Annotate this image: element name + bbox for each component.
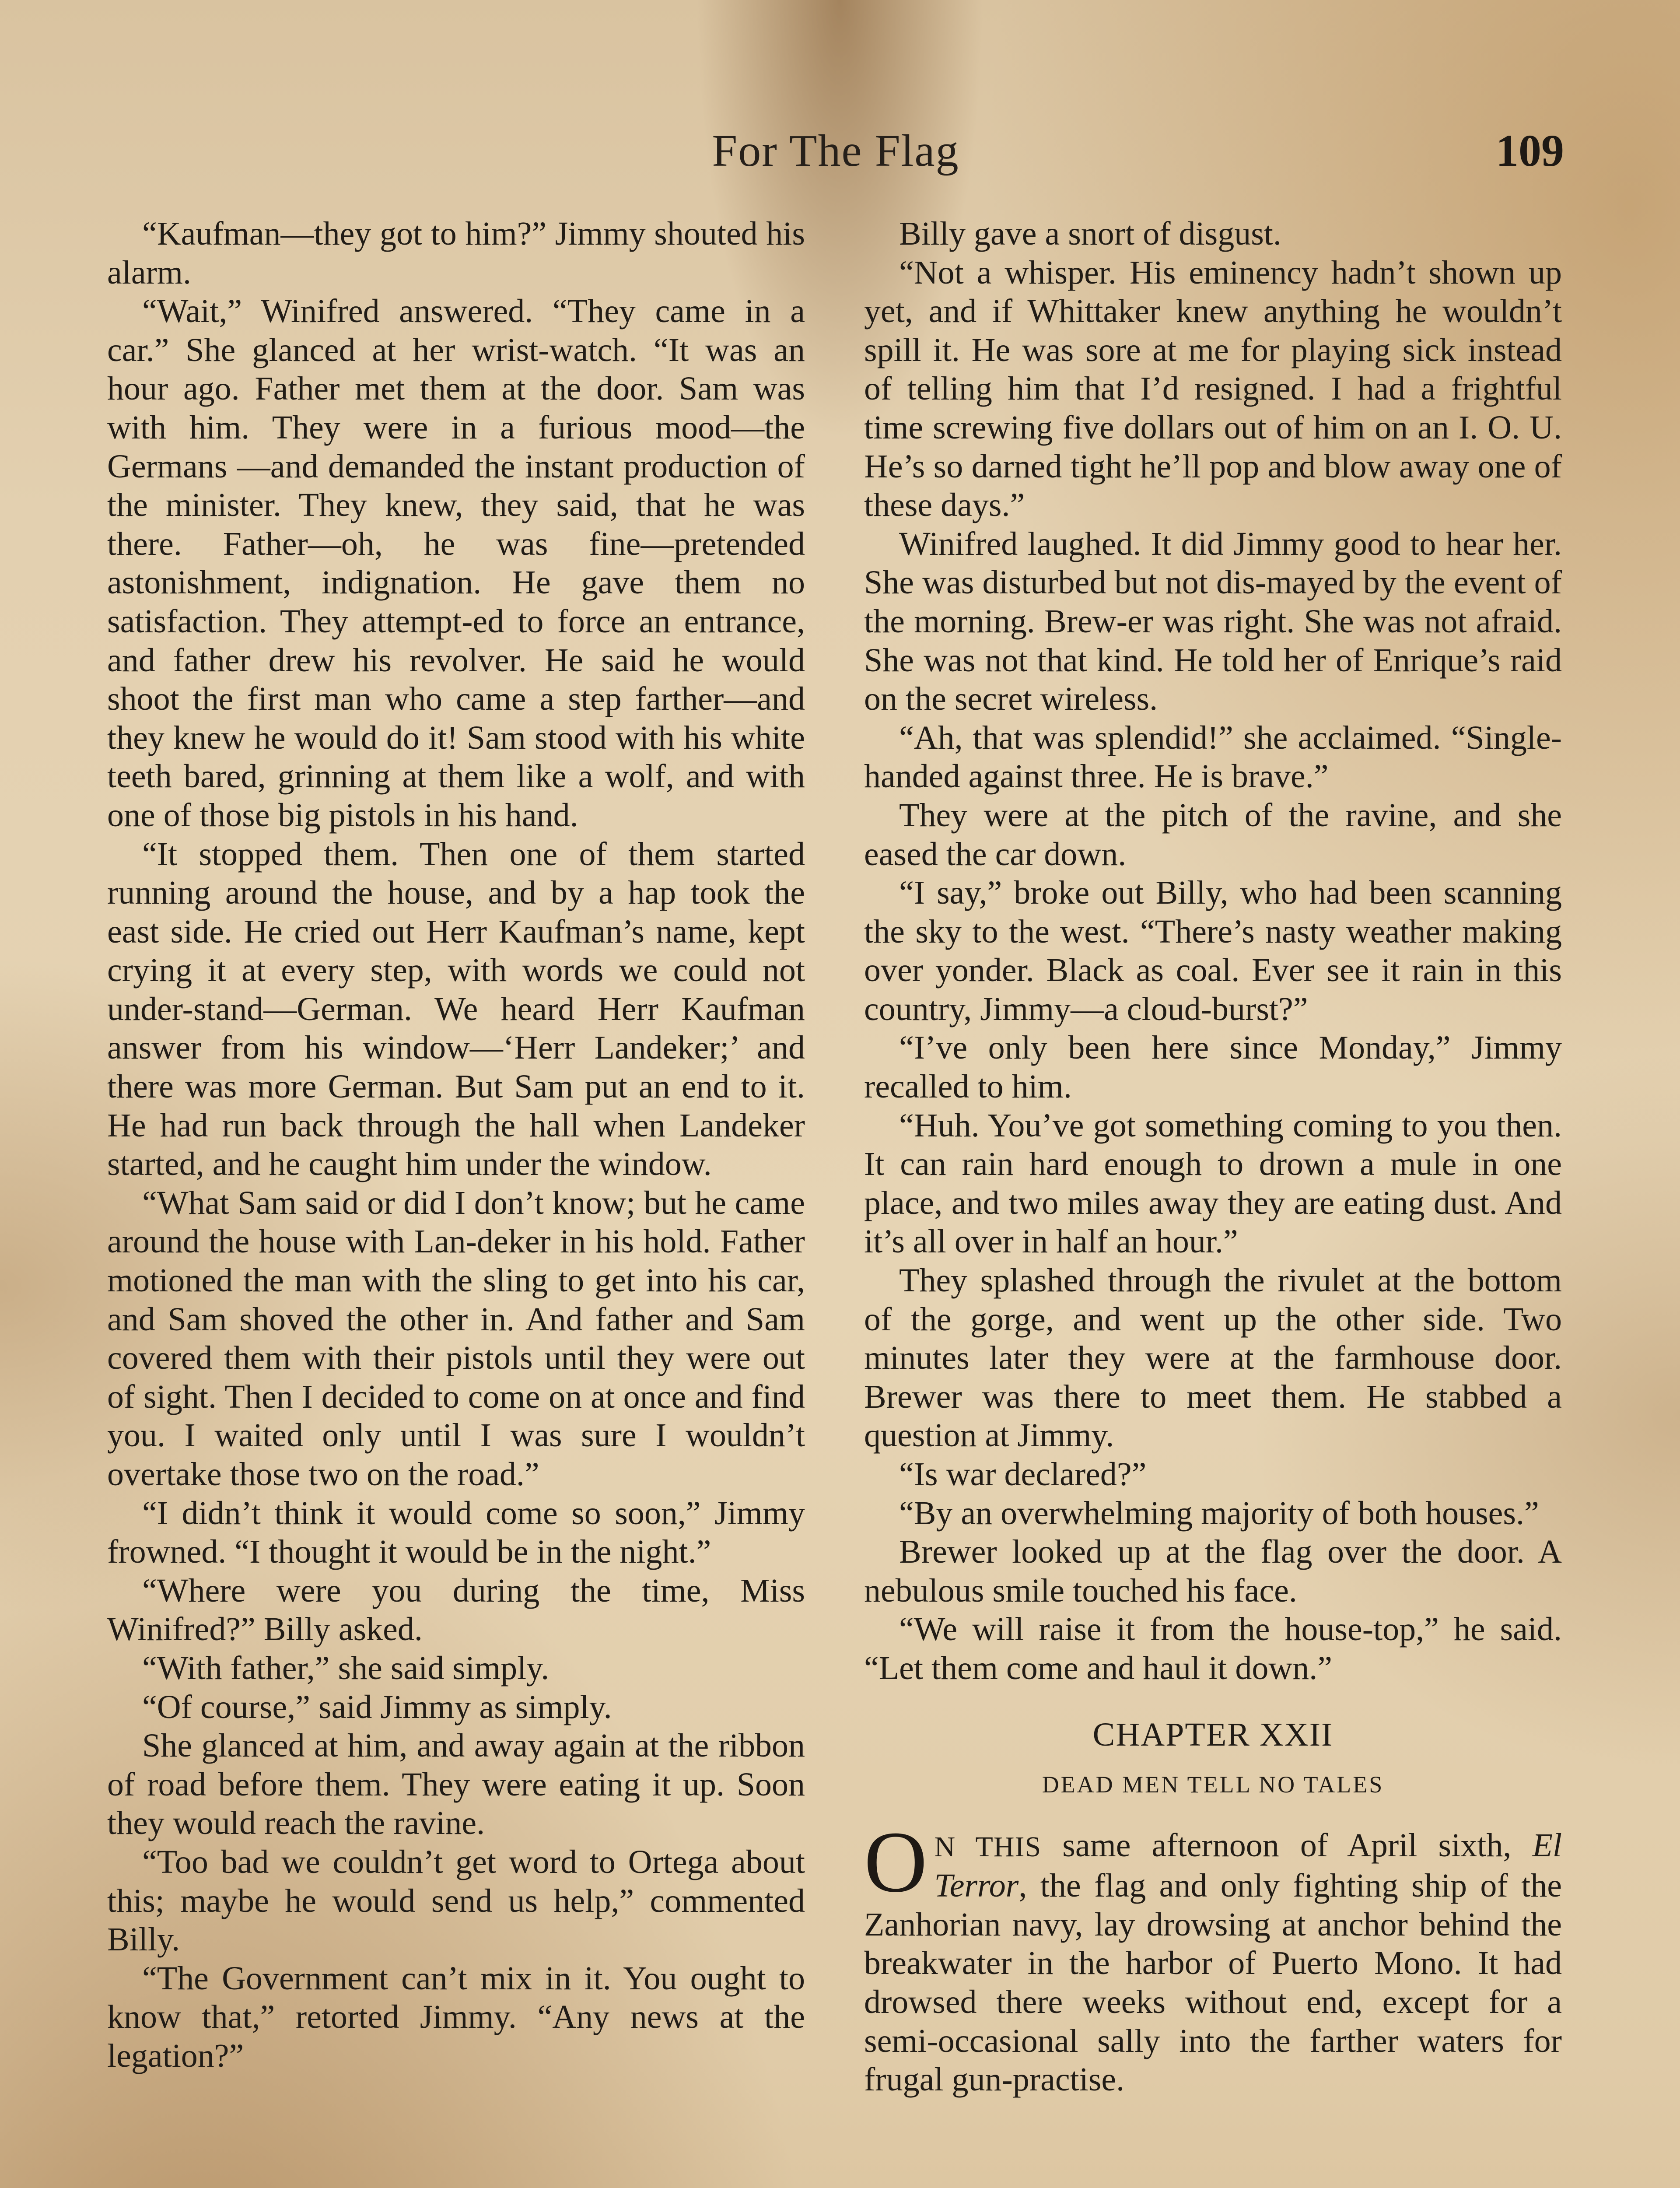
paragraph: Brewer looked up at the flag over the door. A nebulous smile touched his face. [864,1533,1562,1609]
paragraph: “Not a whisper. His eminency hadn’t shown up yet, and if Whittaker knew anything he wouldn’t spill it. He was sore at me for playing sick instead of telling him that I’d resigned. I had a frightful time screwing five dollars out of him on an I. O. U. He’s so darned tight he’ll pop and blow away one of these days.” [864,254,1562,524]
paragraph: “Of course,” said Jimmy as simply. [142,1688,612,1725]
paragraph: “I’ve only been here since Monday,” Jimmy recalled to him. [864,1029,1562,1105]
paragraph: They splashed through the rivulet at the bottom of the gorge, and went up the other side. Two minutes later they were at the farmhouse door. Brewer was there to meet them. He stabbed a question at Jimmy. [864,1262,1562,1454]
paragraph: “With father,” she said simply. [142,1649,550,1687]
page-header [107,125,1564,190]
drop-cap: O [864,1813,928,1911]
paragraph: “We will raise it from the house-top,” he said. “Let them come and haul it down.” [864,1611,1562,1687]
paragraph: “It stopped them. Then one of them started running around the house, and by a hap took the east side. He cried out Herr Kaufman’s name, kept crying it at every step, with words we could not under-stand—German. We heard Herr Kaufman answer from his window—‘Herr Landeker;’ and there was more German. But Sam put an end to it. He had run back through the hall when Landeker started, and he caught him under the window. [107,835,805,1183]
paragraph: “I didn’t think it would come so soon,” Jimmy frowned. “I thought it would be in the night.” [107,1494,805,1571]
chapter-subtitle: DEAD MEN TELL NO TALES [1042,1771,1384,1798]
paragraph: “By an overwhelming majority of both houses.” [899,1494,1539,1532]
right-text-column [864,214,1562,2099]
ship-name: El Terror [934,1827,1562,1904]
paragraph: “Ah, that was splendid!” she acclaimed. “Single-handed against three. He is brave.” [864,719,1562,795]
chapter-opening-paragraph [864,1813,1562,2099]
paragraph: “Where were you during the time, Miss Winifred?” Billy asked. [107,1572,805,1648]
opening-rest: , the flag and only fighting ship of the Zanhorian navy, lay drowsing at anchor behind the breakwater in the harbor of Puerto Mono. It had drowsed there weeks without end, except for a semi-occasional sally into the farther waters for frugal gun-practise. [864,1867,1562,2098]
left-text-column [107,214,805,2076]
paragraph: “I say,” broke out Billy, who had been scanning the sky to the west. “There’s nasty weather making over yonder. Black as coal. Ever see it rain in this country, Jimmy—a cloud-burst?” [864,874,1562,1027]
paragraph: Winifred laughed. It did Jimmy good to hear her. She was disturbed but not dis-mayed by the event of the morning. Brew-er was right. She was not afraid. She was not that kind. He told her of Enrique’s raid on the secret wireless. [864,525,1562,718]
paragraph: “Too bad we couldn’t get word to Ortega about this; maybe he would send us help,” commented Billy. [107,1843,805,1958]
paragraph: She glanced at him, and away again at the ribbon of road before them. They were eating it up. Soon they would reach the ravine. [107,1727,805,1842]
opening-text: same afternoon of April sixth, [1041,1827,1512,1864]
paragraph: “The Government can’t mix in it. You ought to know that,” retorted Jimmy. “Any news at the legation?” [107,1960,805,2074]
right-column-paragraphs [864,214,1562,1688]
paragraph: Billy gave a snort of disgust. [899,215,1281,252]
paragraph: “What Sam said or did I don’t know; but he came around the house with Lan-deker in his hold. Father motioned the man with the sling to get into his car, and Sam shoved the other in. And father and Sam covered them with their pistols until they were out of sight. Then I decided to come on at once and find you. I waited only until I was sure I wouldn’t overtake those two on the road.” [107,1184,805,1493]
paragraph: “Is war declared?” [899,1456,1147,1493]
paragraph: They were at the pitch of the ravine, and she eased the car down. [864,796,1562,873]
chapter-heading: CHAPTER XXII [1092,1716,1334,1753]
opening-smallcaps: N THIS [934,1830,1042,1863]
page-number: 109 [1496,126,1564,176]
paragraph: “Kaufman—they got to him?” Jimmy shouted his alarm. [107,215,805,291]
paragraph: “Huh. You’ve got something coming to you then. It can rain hard enough to drown a mule in one place, and two miles away they are eating dust. And it’s all over in half an hour.” [864,1107,1562,1260]
paragraph: “Wait,” Winifred answered. “They came in a car.” She glanced at her wrist-watch. “It was an hour ago. Father met them at the door. Sam was with him. They were in a furious mood—the Germans —and demanded the instant production of the minister. They knew, they said, that he was there. Father—oh, he was fine—pretended astonishment, indignation. He gave them no satisfaction. They attempt-ed to force an entrance, and father drew his revolver. He said he would shoot the first man who came a step farther—and they knew he would do it! Sam stood with his white teeth bared, grinning at them like a wolf, and with one of those big pistols in his hand. [107,293,805,834]
running-title: For The Flag [712,126,959,176]
